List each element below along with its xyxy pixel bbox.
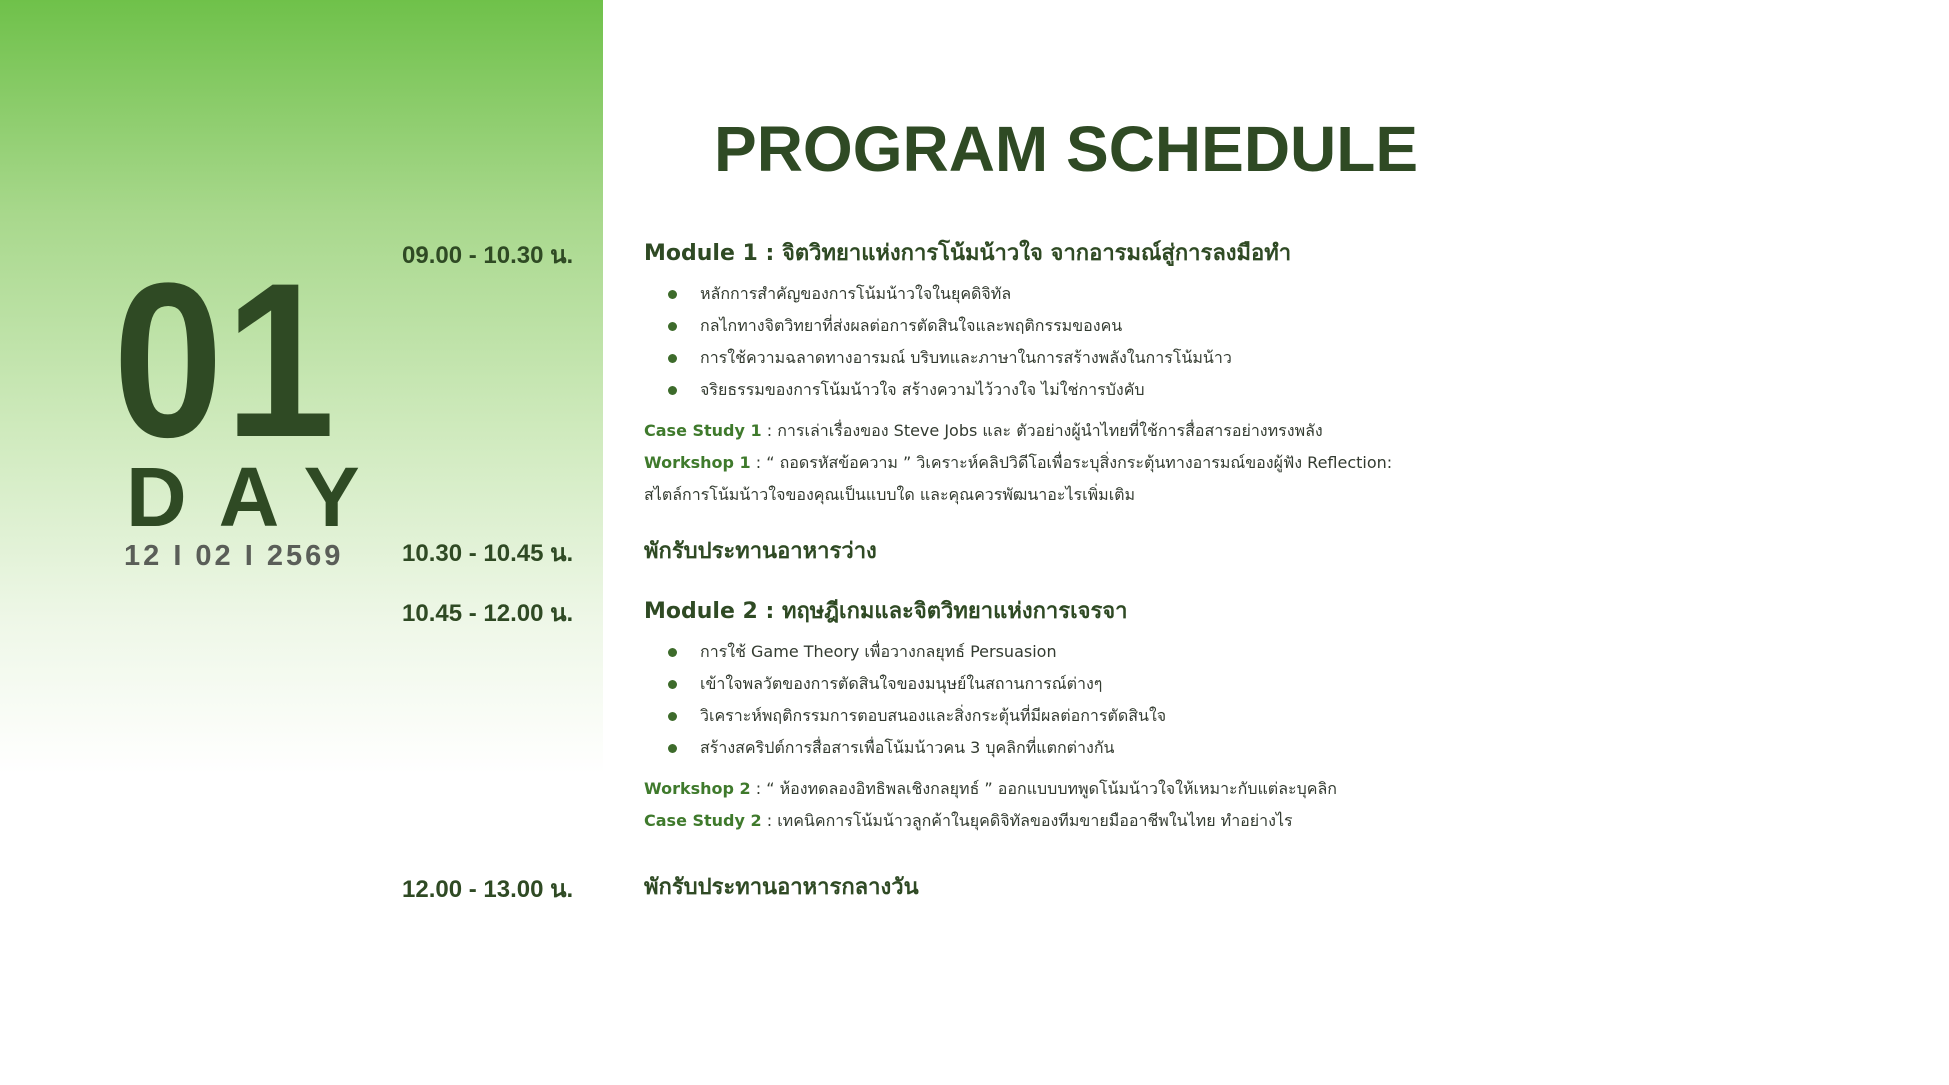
session-time: 09.00 - 10.30 น. xyxy=(402,242,574,269)
bullet-item: การใช้ Game Theory เพื่อวางกลยุทธ์ Persuasion xyxy=(668,636,1166,668)
session-time: 10.45 - 12.00 น. xyxy=(402,600,574,627)
bullet-dot-icon xyxy=(668,354,677,363)
bullet-dot-icon xyxy=(668,648,677,657)
bullet-item: วิเคราะห์พฤติกรรมการตอบสนองและสิ่งกระตุ้นที่มีผลต่อการตัดสินใจ xyxy=(668,700,1166,732)
bullet-item: กลไกทางจิตวิทยาที่ส่งผลต่อการตัดสินใจและพฤติกรรมของคน xyxy=(668,310,1232,342)
workshop-note: Workshop 2 : “ ห้องทดลองอิทธิพลเชิงกลยุทธ์ ” ออกแบบบทพูดโน้มน้าวใจให้เหมาะกับแต่ละบุคลิก xyxy=(644,779,1337,798)
session-bullet-list xyxy=(668,278,1232,406)
case-study-note: Case Study 2 : เทคนิคการโน้มน้าวลูกค้าในยุคดิจิทัลของทีมขายมืออาชีพในไทย ทำอย่างไร xyxy=(644,811,1293,830)
case-study-note: Case Study 1 : การเล่าเรื่องของ Steve Jobs และ ตัวอย่างผู้นำไทยที่ใช้การสื่อสารอย่างทรงพลัง xyxy=(644,421,1323,440)
session-heading: Module 1 : จิตวิทยาแห่งการโน้มน้าวใจ จากอารมณ์สู่การลงมือทำ xyxy=(644,241,1292,266)
bullet-item: สร้างสคริปต์การสื่อสารเพื่อโน้มน้าวคน 3 บุคลิกที่แตกต่างกัน xyxy=(668,732,1166,764)
bullet-dot-icon xyxy=(668,322,677,331)
bullet-dot-icon xyxy=(668,386,677,395)
session-bullet-list xyxy=(668,636,1166,764)
bullet-item: การใช้ความฉลาดทางอารมณ์ บริบทและภาษาในการสร้างพลังในการโน้มน้าว xyxy=(668,342,1232,374)
workshop-note-continued: สไตล์การโน้มน้าวใจของคุณเป็นแบบใด และคุณควรพัฒนาอะไรเพิ่มเติม xyxy=(644,485,1136,504)
bullet-dot-icon xyxy=(668,680,677,689)
day-label: DAY xyxy=(126,450,392,544)
day-number: 01 xyxy=(113,237,337,483)
bullet-item: เข้าใจพลวัตของการตัดสินใจของมนุษย์ในสถานการณ์ต่างๆ xyxy=(668,668,1166,700)
bullet-dot-icon xyxy=(668,712,677,721)
bullet-item: จริยธรรมของการโน้มน้าวใจ สร้างความไว้วางใจ ไม่ใช่การบังคับ xyxy=(668,374,1232,406)
bullet-item: หลักการสำคัญของการโน้มน้าวใจในยุคดิจิทัล xyxy=(668,278,1232,310)
break-heading: พักรับประทานอาหารว่าง xyxy=(644,539,877,564)
break-heading: พักรับประทานอาหารกลางวัน xyxy=(644,875,919,900)
session-heading: Module 2 : ทฤษฎีเกมและจิตวิทยาแห่งการเจรจา xyxy=(644,599,1128,624)
session-time: 10.30 - 10.45 น. xyxy=(402,540,574,567)
workshop-note: Workshop 1 : “ ถอดรหัสข้อความ ” วิเคราะห์คลิปวิดีโอเพื่อระบุสิ่งกระตุ้นทางอารมณ์ของผู้ฟัง Reflection: xyxy=(644,453,1393,472)
bullet-dot-icon xyxy=(668,290,677,299)
bullet-dot-icon xyxy=(668,744,677,753)
session-time: 12.00 - 13.00 น. xyxy=(402,876,574,903)
page-title: PROGRAM SCHEDULE xyxy=(714,113,1419,185)
day-date: 12 I 02 I 2569 xyxy=(124,540,344,572)
